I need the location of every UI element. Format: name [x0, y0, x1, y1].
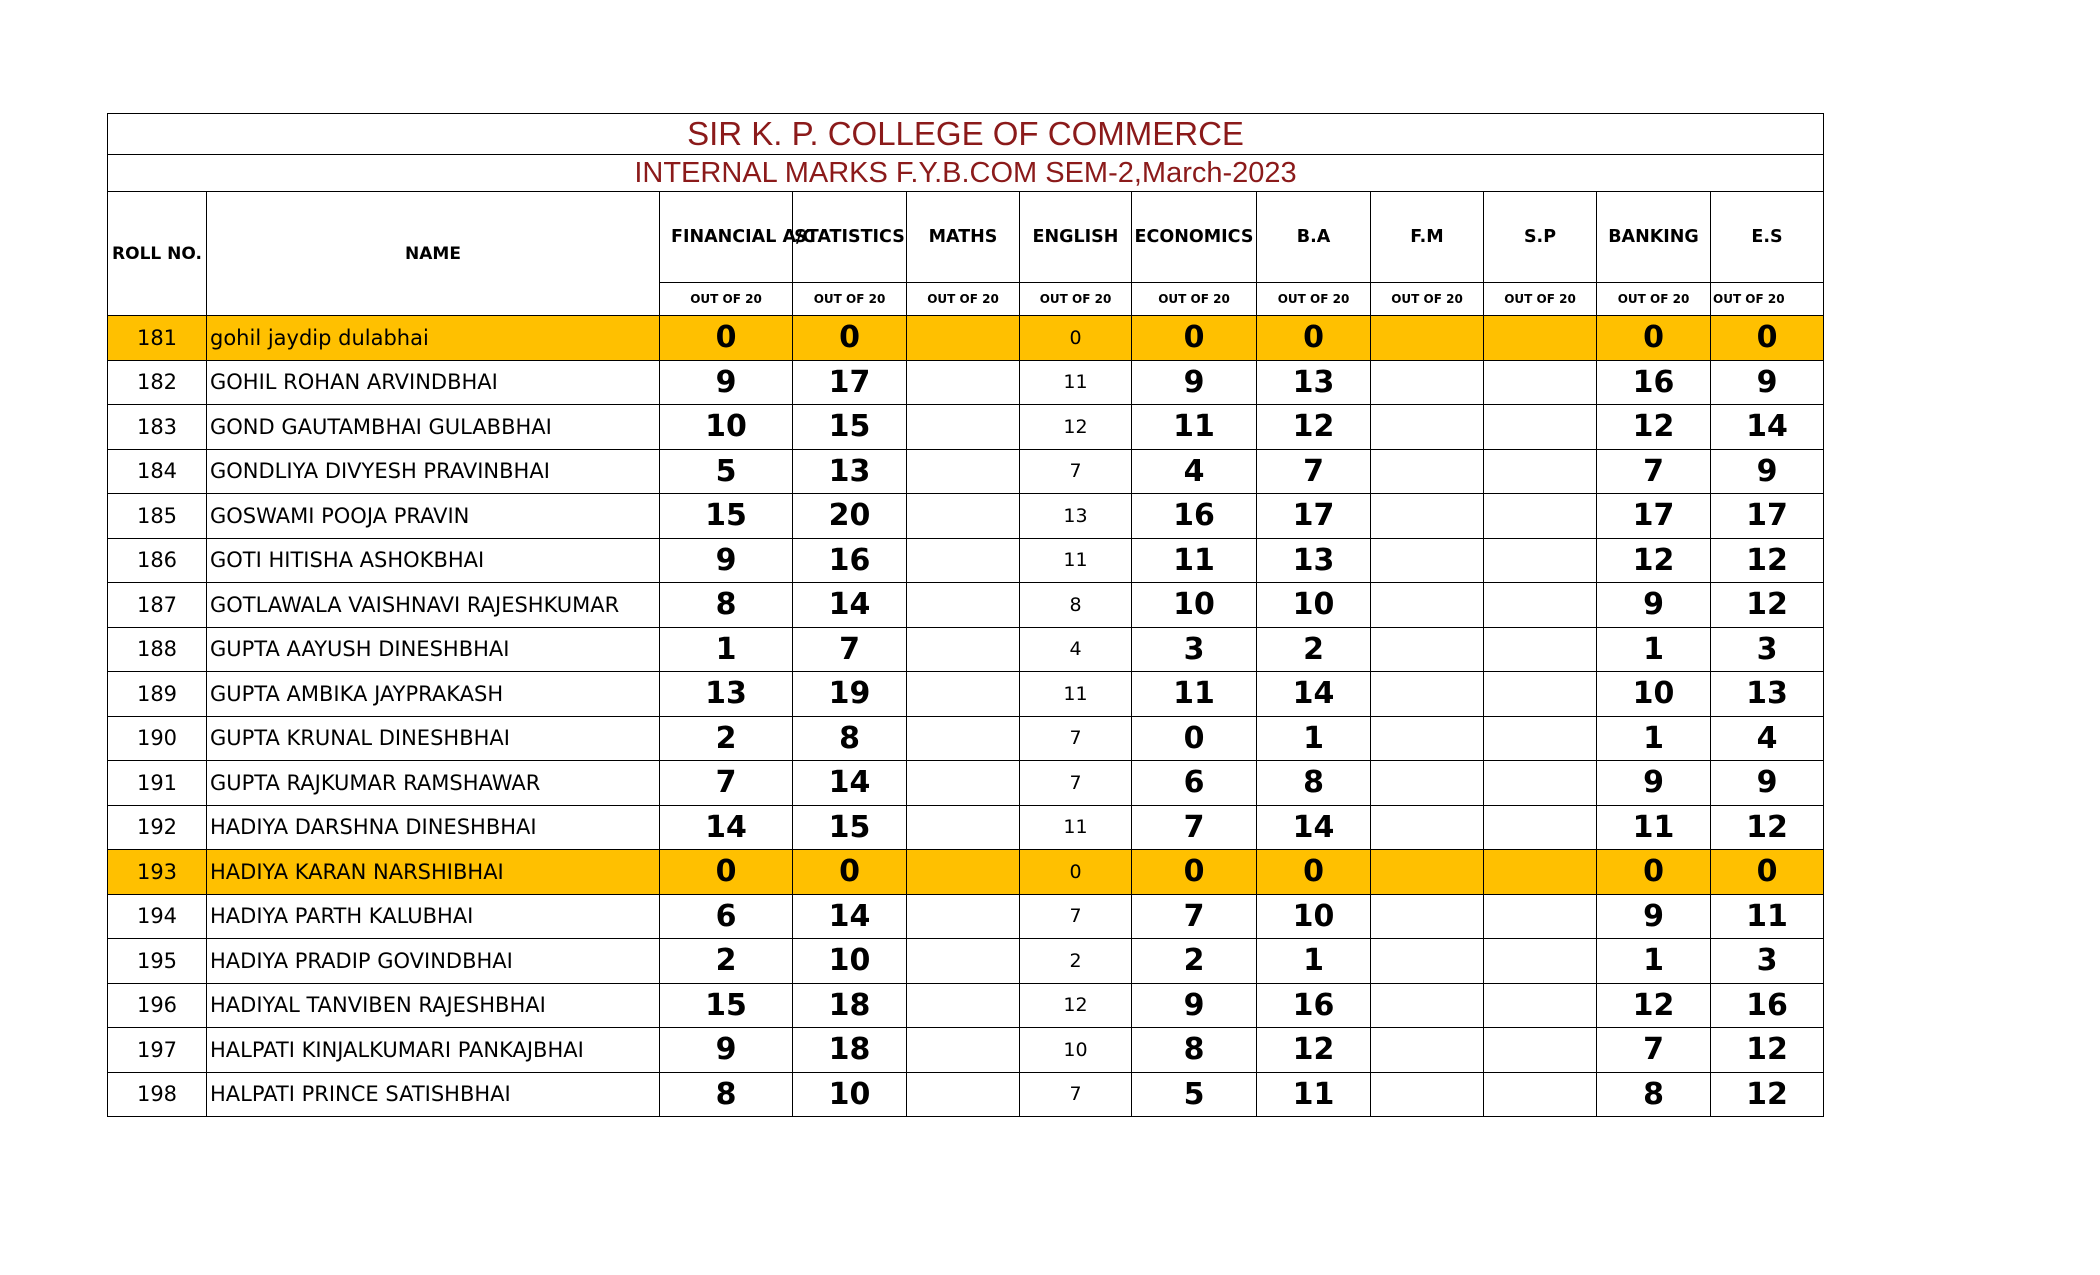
header-ba: B.A [1257, 192, 1371, 283]
statistics-mark: 19 [793, 672, 907, 717]
es-mark: 12 [1711, 583, 1824, 628]
fm-mark [1371, 983, 1484, 1028]
banking-mark: 1 [1597, 939, 1711, 984]
fm-mark [1371, 360, 1484, 405]
english-mark: 7 [1020, 1072, 1132, 1117]
sp-mark [1484, 627, 1597, 672]
es-mark: 9 [1711, 761, 1824, 806]
english-mark: 11 [1020, 805, 1132, 850]
fm-mark [1371, 316, 1484, 361]
out-of-label: OUT OF 20 [1257, 283, 1371, 316]
ba-mark: 12 [1257, 405, 1371, 450]
maths-mark [907, 538, 1020, 583]
ba-mark: 16 [1257, 983, 1371, 1028]
student-name-cell: HADIYA KARAN NARSHIBHAI [207, 850, 660, 895]
student-name-cell: HADIYAL TANVIBEN RAJESHBHAI [207, 983, 660, 1028]
marks-table [107, 113, 1824, 1117]
header-es: E.S [1711, 192, 1824, 283]
sp-mark [1484, 360, 1597, 405]
statistics-mark: 20 [793, 494, 907, 539]
student-name-cell: HADIYA PRADIP GOVINDBHAI [207, 939, 660, 984]
table-row [108, 1028, 1824, 1073]
statistics-mark: 13 [793, 449, 907, 494]
student-name-cell: GONDLIYA DIVYESH PRAVINBHAI [207, 449, 660, 494]
sp-mark [1484, 761, 1597, 806]
fm-mark [1371, 627, 1484, 672]
fm-mark [1371, 805, 1484, 850]
banking-mark: 10 [1597, 672, 1711, 717]
es-mark: 0 [1711, 850, 1824, 895]
sp-mark [1484, 894, 1597, 939]
student-name-cell: HADIYA PARTH KALUBHAI [207, 894, 660, 939]
student-name-cell: GOTLAWALA VAISHNAVI RAJESHKUMAR [207, 583, 660, 628]
table-row [108, 360, 1824, 405]
roll-no-cell: 192 [108, 805, 207, 850]
english-mark: 4 [1020, 627, 1132, 672]
out-of-label: OUT OF 20 [1020, 283, 1132, 316]
table-row [108, 939, 1824, 984]
student-name-cell: GOTI HITISHA ASHOKBHAI [207, 538, 660, 583]
ba-mark: 17 [1257, 494, 1371, 539]
maths-mark [907, 360, 1020, 405]
table-row [108, 583, 1824, 628]
economics-mark: 11 [1132, 672, 1257, 717]
roll-no-cell: 190 [108, 716, 207, 761]
fm-mark [1371, 894, 1484, 939]
roll-no-cell: 185 [108, 494, 207, 539]
header-sp: S.P [1484, 192, 1597, 283]
ba-mark: 0 [1257, 850, 1371, 895]
out-of-label: OUT OF 20 [1484, 283, 1597, 316]
roll-no-cell: 186 [108, 538, 207, 583]
economics-mark: 11 [1132, 538, 1257, 583]
maths-mark [907, 716, 1020, 761]
maths-mark [907, 850, 1020, 895]
roll-no-cell: 181 [108, 316, 207, 361]
financial-mark: 9 [660, 538, 793, 583]
es-mark: 16 [1711, 983, 1824, 1028]
statistics-mark: 14 [793, 894, 907, 939]
maths-mark [907, 983, 1020, 1028]
es-mark: 9 [1711, 449, 1824, 494]
sp-mark [1484, 316, 1597, 361]
es-mark: 9 [1711, 360, 1824, 405]
banking-mark: 0 [1597, 316, 1711, 361]
english-mark: 7 [1020, 449, 1132, 494]
sheet-subtitle: INTERNAL MARKS F.Y.B.COM SEM-2,March-2023 [108, 155, 1824, 192]
economics-mark: 9 [1132, 360, 1257, 405]
sp-mark [1484, 494, 1597, 539]
roll-no-cell: 182 [108, 360, 207, 405]
statistics-mark: 10 [793, 1072, 907, 1117]
student-name-cell: GUPTA KRUNAL DINESHBHAI [207, 716, 660, 761]
student-name-cell: GOND GAUTAMBHAI GULABBHAI [207, 405, 660, 450]
banking-mark: 1 [1597, 716, 1711, 761]
fm-mark [1371, 850, 1484, 895]
economics-mark: 4 [1132, 449, 1257, 494]
english-mark: 0 [1020, 850, 1132, 895]
statistics-mark: 14 [793, 583, 907, 628]
es-mark: 12 [1711, 1072, 1824, 1117]
header-name: NAME [207, 192, 660, 316]
statistics-mark: 8 [793, 716, 907, 761]
financial-mark: 2 [660, 716, 793, 761]
banking-mark: 12 [1597, 983, 1711, 1028]
sp-mark [1484, 939, 1597, 984]
economics-mark: 8 [1132, 1028, 1257, 1073]
sp-mark [1484, 1072, 1597, 1117]
sp-mark [1484, 405, 1597, 450]
maths-mark [907, 405, 1020, 450]
fm-mark [1371, 583, 1484, 628]
banking-mark: 7 [1597, 449, 1711, 494]
es-mark: 12 [1711, 538, 1824, 583]
financial-mark: 10 [660, 405, 793, 450]
header-statistics: STATISTICS [793, 192, 907, 283]
ba-mark: 10 [1257, 583, 1371, 628]
financial-mark: 8 [660, 583, 793, 628]
fm-mark [1371, 1072, 1484, 1117]
banking-mark: 9 [1597, 583, 1711, 628]
economics-mark: 9 [1132, 983, 1257, 1028]
statistics-mark: 17 [793, 360, 907, 405]
header-economics: ECONOMICS [1132, 192, 1257, 283]
english-mark: 11 [1020, 672, 1132, 717]
student-name-cell: gohil jaydip dulabhai [207, 316, 660, 361]
roll-no-cell: 195 [108, 939, 207, 984]
banking-mark: 11 [1597, 805, 1711, 850]
roll-no-cell: 197 [108, 1028, 207, 1073]
banking-mark: 0 [1597, 850, 1711, 895]
fm-mark [1371, 538, 1484, 583]
banking-mark: 9 [1597, 894, 1711, 939]
banking-mark: 7 [1597, 1028, 1711, 1073]
banking-mark: 12 [1597, 538, 1711, 583]
roll-no-cell: 183 [108, 405, 207, 450]
economics-mark: 10 [1132, 583, 1257, 628]
ba-mark: 0 [1257, 316, 1371, 361]
roll-no-cell: 198 [108, 1072, 207, 1117]
economics-mark: 7 [1132, 805, 1257, 850]
banking-mark: 12 [1597, 405, 1711, 450]
statistics-mark: 16 [793, 538, 907, 583]
header-banking: BANKING [1597, 192, 1711, 283]
maths-mark [907, 761, 1020, 806]
table-row [108, 316, 1824, 361]
statistics-mark: 0 [793, 850, 907, 895]
english-mark: 11 [1020, 538, 1132, 583]
maths-mark [907, 316, 1020, 361]
financial-mark: 0 [660, 850, 793, 895]
english-mark: 13 [1020, 494, 1132, 539]
economics-mark: 6 [1132, 761, 1257, 806]
maths-mark [907, 672, 1020, 717]
statistics-mark: 15 [793, 405, 907, 450]
ba-mark: 13 [1257, 360, 1371, 405]
ba-mark: 13 [1257, 538, 1371, 583]
student-name-cell: HALPATI PRINCE SATISHBHAI [207, 1072, 660, 1117]
ba-mark: 2 [1257, 627, 1371, 672]
table-row [108, 805, 1824, 850]
fm-mark [1371, 449, 1484, 494]
statistics-mark: 18 [793, 983, 907, 1028]
sp-mark [1484, 538, 1597, 583]
statistics-mark: 14 [793, 761, 907, 806]
es-mark: 3 [1711, 627, 1824, 672]
table-row [108, 449, 1824, 494]
maths-mark [907, 805, 1020, 850]
ba-mark: 11 [1257, 1072, 1371, 1117]
ba-mark: 1 [1257, 716, 1371, 761]
sp-mark [1484, 672, 1597, 717]
english-mark: 10 [1020, 1028, 1132, 1073]
out-of-label: OUT OF 20 [793, 283, 907, 316]
sp-mark [1484, 716, 1597, 761]
sp-mark [1484, 983, 1597, 1028]
ba-mark: 14 [1257, 805, 1371, 850]
english-mark: 7 [1020, 761, 1132, 806]
ba-mark: 1 [1257, 939, 1371, 984]
es-mark: 17 [1711, 494, 1824, 539]
out-of-label: OUT OF 20 [660, 283, 793, 316]
roll-no-cell: 194 [108, 894, 207, 939]
es-mark: 11 [1711, 894, 1824, 939]
table-row [108, 983, 1824, 1028]
maths-mark [907, 1072, 1020, 1117]
financial-mark: 15 [660, 983, 793, 1028]
es-mark: 3 [1711, 939, 1824, 984]
out-of-label: OUT OF 20 [1597, 283, 1711, 316]
banking-mark: 17 [1597, 494, 1711, 539]
english-mark: 11 [1020, 360, 1132, 405]
banking-mark: 1 [1597, 627, 1711, 672]
es-mark: 4 [1711, 716, 1824, 761]
roll-no-cell: 191 [108, 761, 207, 806]
economics-mark: 11 [1132, 405, 1257, 450]
english-mark: 7 [1020, 894, 1132, 939]
statistics-mark: 18 [793, 1028, 907, 1073]
financial-mark: 9 [660, 1028, 793, 1073]
table-row [108, 405, 1824, 450]
statistics-mark: 7 [793, 627, 907, 672]
header-fm: F.M [1371, 192, 1484, 283]
header-financial [660, 192, 816, 283]
fm-mark [1371, 761, 1484, 806]
out-of-label: OUT OF 20 [1371, 283, 1484, 316]
maths-mark [907, 449, 1020, 494]
roll-no-cell: 184 [108, 449, 207, 494]
ba-mark: 14 [1257, 672, 1371, 717]
fm-mark [1371, 672, 1484, 717]
roll-no-cell: 196 [108, 983, 207, 1028]
table-row [108, 538, 1824, 583]
fm-mark [1371, 494, 1484, 539]
financial-mark: 2 [660, 939, 793, 984]
fm-mark [1371, 405, 1484, 450]
fm-mark [1371, 939, 1484, 984]
financial-mark: 0 [660, 316, 793, 361]
maths-mark [907, 1028, 1020, 1073]
roll-no-cell: 187 [108, 583, 207, 628]
table-row [108, 850, 1824, 895]
banking-mark: 9 [1597, 761, 1711, 806]
financial-mark: 8 [660, 1072, 793, 1117]
header-maths: MATHS [907, 192, 1020, 283]
sp-mark [1484, 850, 1597, 895]
student-name-cell: GUPTA AAYUSH DINESHBHAI [207, 627, 660, 672]
ba-mark: 8 [1257, 761, 1371, 806]
table-row [108, 627, 1824, 672]
es-mark: 0 [1711, 316, 1824, 361]
ba-mark: 7 [1257, 449, 1371, 494]
sp-mark [1484, 583, 1597, 628]
student-name-cell: GUPTA AMBIKA JAYPRAKASH [207, 672, 660, 717]
out-of-label: OUT OF 20 [1132, 283, 1257, 316]
out-of-label: OUT OF 20 [907, 283, 1020, 316]
statistics-mark: 15 [793, 805, 907, 850]
financial-mark: 15 [660, 494, 793, 539]
economics-mark: 2 [1132, 939, 1257, 984]
english-mark: 2 [1020, 939, 1132, 984]
header-roll-no: ROLL NO. [108, 192, 207, 316]
english-mark: 7 [1020, 716, 1132, 761]
student-name-cell: HALPATI KINJALKUMARI PANKAJBHAI [207, 1028, 660, 1073]
sp-mark [1484, 805, 1597, 850]
header-english: ENGLISH [1020, 192, 1132, 283]
sp-mark [1484, 449, 1597, 494]
banking-mark: 16 [1597, 360, 1711, 405]
ba-mark: 10 [1257, 894, 1371, 939]
banking-mark: 8 [1597, 1072, 1711, 1117]
roll-no-cell: 188 [108, 627, 207, 672]
maths-mark [907, 494, 1020, 539]
roll-no-cell: 189 [108, 672, 207, 717]
out-of-label: OUT OF 20 [1711, 283, 1824, 316]
maths-mark [907, 583, 1020, 628]
economics-mark: 0 [1132, 716, 1257, 761]
maths-mark [907, 627, 1020, 672]
student-name-cell: GUPTA RAJKUMAR RAMSHAWAR [207, 761, 660, 806]
financial-mark: 1 [660, 627, 793, 672]
table-row [108, 761, 1824, 806]
maths-mark [907, 939, 1020, 984]
student-name-cell: HADIYA DARSHNA DINESHBHAI [207, 805, 660, 850]
economics-mark: 0 [1132, 850, 1257, 895]
economics-mark: 3 [1132, 627, 1257, 672]
financial-mark: 5 [660, 449, 793, 494]
table-row [108, 1072, 1824, 1117]
financial-mark: 7 [660, 761, 793, 806]
es-mark: 12 [1711, 805, 1824, 850]
es-mark: 14 [1711, 405, 1824, 450]
fm-mark [1371, 716, 1484, 761]
economics-mark: 0 [1132, 316, 1257, 361]
financial-mark: 6 [660, 894, 793, 939]
sp-mark [1484, 1028, 1597, 1073]
table-row [108, 494, 1824, 539]
fm-mark [1371, 1028, 1484, 1073]
table-row [108, 716, 1824, 761]
english-mark: 8 [1020, 583, 1132, 628]
maths-mark [907, 894, 1020, 939]
es-mark: 12 [1711, 1028, 1824, 1073]
header-financial-text: FINANCIAL A/C [671, 227, 816, 247]
economics-mark: 5 [1132, 1072, 1257, 1117]
economics-mark: 7 [1132, 894, 1257, 939]
financial-mark: 13 [660, 672, 793, 717]
statistics-mark: 10 [793, 939, 907, 984]
roll-no-cell: 193 [108, 850, 207, 895]
english-mark: 12 [1020, 983, 1132, 1028]
college-title: SIR K. P. COLLEGE OF COMMERCE [108, 114, 1824, 155]
student-name-cell: GOHIL ROHAN ARVINDBHAI [207, 360, 660, 405]
english-mark: 12 [1020, 405, 1132, 450]
es-mark: 13 [1711, 672, 1824, 717]
table-row [108, 894, 1824, 939]
table-row [108, 672, 1824, 717]
ba-mark: 12 [1257, 1028, 1371, 1073]
economics-mark: 16 [1132, 494, 1257, 539]
statistics-mark: 0 [793, 316, 907, 361]
financial-mark: 14 [660, 805, 793, 850]
student-name-cell: GOSWAMI POOJA PRAVIN [207, 494, 660, 539]
english-mark: 0 [1020, 316, 1132, 361]
financial-mark: 9 [660, 360, 793, 405]
